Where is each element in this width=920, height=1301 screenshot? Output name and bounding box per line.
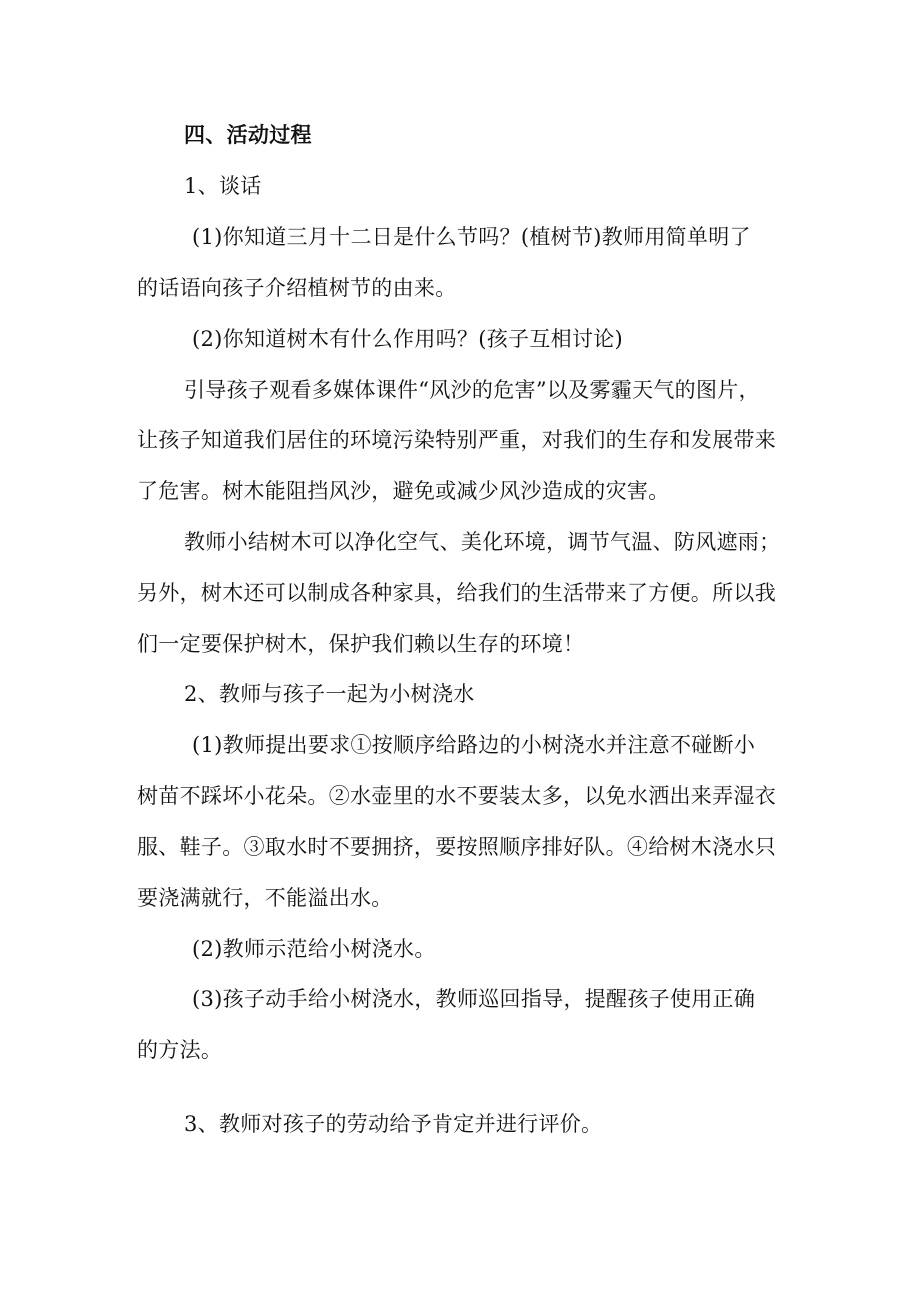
section-heading: 四、活动过程 bbox=[184, 122, 312, 147]
paragraph-line: (2)教师示范给小树浇水。 bbox=[192, 937, 436, 961]
paragraph-line: 们一定要保护树木，保护我们赖以生存的环境！ bbox=[137, 632, 585, 656]
paragraph-line: 树苗不踩坏小花朵。②水壶里的水不要装太多，以免水洒出来弄湿衣 bbox=[137, 784, 776, 808]
paragraph-line: 的方法。 bbox=[137, 1038, 223, 1062]
paragraph-line: 教师小结树木可以净化空气、美化环境，调节气温、防风遮雨； bbox=[184, 530, 781, 554]
paragraph-line: 的话语向孩子介绍植树节的由来。 bbox=[137, 276, 457, 300]
subsection-title-1: 1、谈话 bbox=[184, 174, 262, 198]
paragraph-line: 要浇满就行，不能溢出水。 bbox=[137, 886, 393, 910]
subsection-title-2: 2、教师与孩子一起为小树浇水 bbox=[184, 682, 475, 706]
paragraph-line: 另外，树木还可以制成各种家具，给我们的生活带来了方便。所以我 bbox=[137, 581, 776, 605]
subsection-title-3: 3、教师对孩子的劳动给予肯定并进行评价。 bbox=[184, 1112, 603, 1136]
paragraph-line: (1)你知道三月十二日是什么节吗？(植树节)教师用简单明了 bbox=[192, 225, 751, 249]
paragraph-line: 服、鞋子。③取水时不要拥挤，要按照顺序排好队。④给树木浇水只 bbox=[137, 835, 776, 859]
paragraph-line: 引导孩子观看多媒体课件“风沙的危害”以及雾霾天气的图片， bbox=[184, 378, 760, 402]
paragraph-line: (2)你知道树木有什么作用吗？(孩子互相讨论) bbox=[192, 327, 624, 351]
paragraph-line: (3)孩子动手给小树浇水，教师巡回指导，提醒孩子使用正确 bbox=[192, 987, 756, 1011]
paragraph-line: 让孩子知道我们居住的环境污染特别严重，对我们的生存和发展带来 bbox=[137, 428, 776, 452]
paragraph-line: (1)教师提出要求①按顺序给路边的小树浇水并注意不碰断小 bbox=[192, 733, 756, 757]
paragraph-line: 了危害。树木能阻挡风沙，避免或减少风沙造成的灾害。 bbox=[137, 479, 670, 503]
